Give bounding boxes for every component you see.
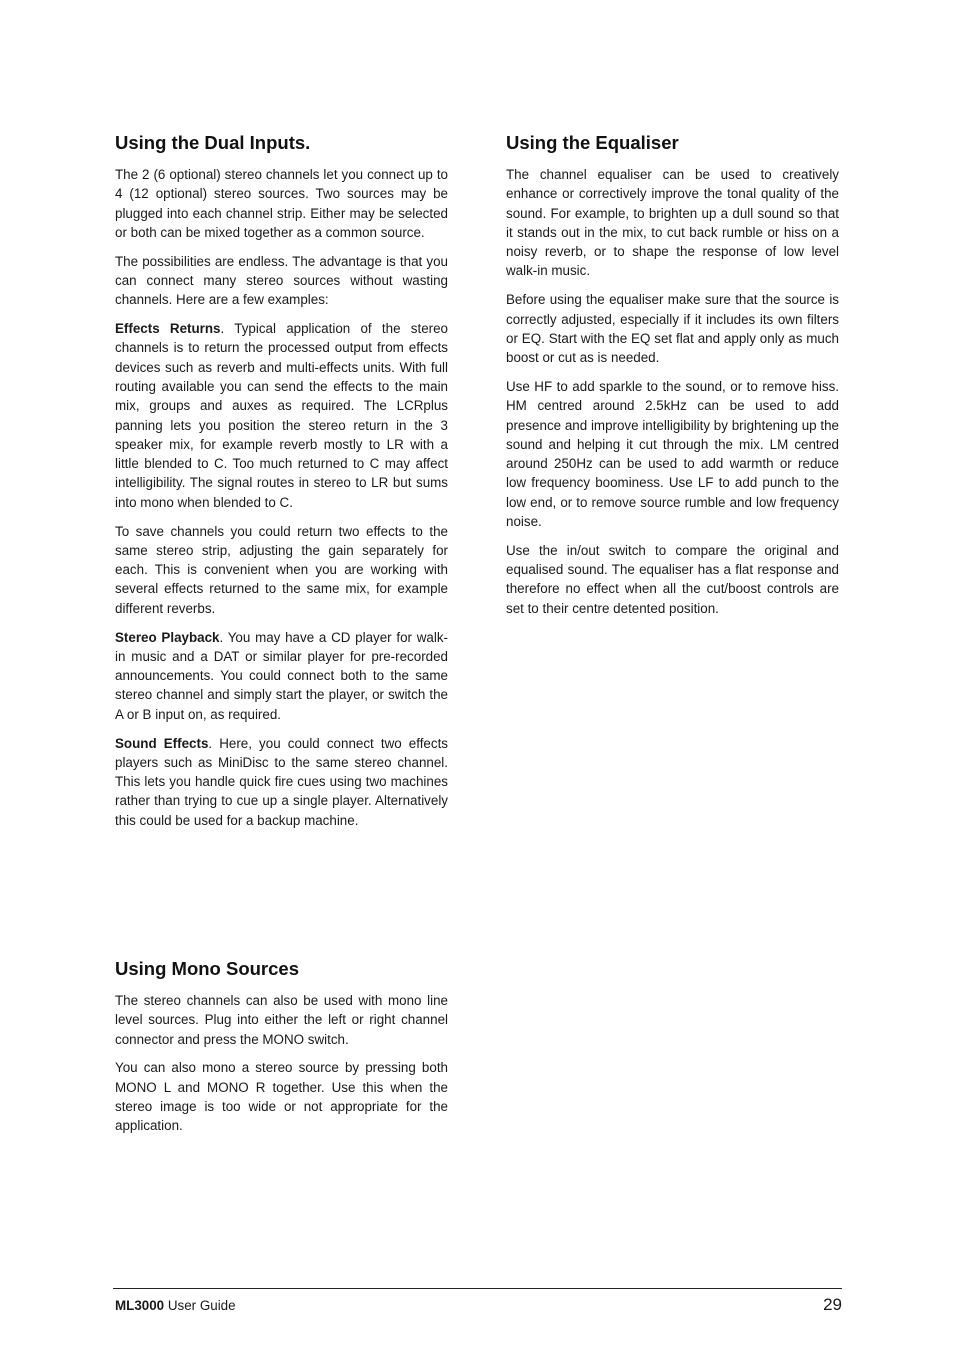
paragraph: Use the in/out switch to compare the original and equalised sound. The equaliser has a flat response and therefore no effect when all the cut/boost controls are set to their centre detented position. [506, 542, 839, 616]
paragraph: The possibilities are endless. The advantage is that you can connect many stereo sources without wasting channels. Here are a few examples: [115, 253, 448, 308]
paragraph-text: . Here, you could connect two effects players such as MiniDisc to the same stereo channel. This lets you handle quick fire cues using two machines rather than trying to cue up a single player. Alternatively this could be used for a backup machine. [115, 735, 448, 828]
section-mono-sources [115, 956, 448, 1145]
paragraph: Before using the equaliser make sure that the source is correctly adjusted, especially if it includes its own filters or EQ. Start with the EQ set flat and apply only as much boost or cut as is needed. [506, 292, 839, 366]
paragraph: The stereo channels can also be used with mono line level sources. Plug into either the left or right channel connector and press the MONO switch. [115, 993, 448, 1047]
footer-divider [113, 1288, 842, 1289]
page-number: 29 [823, 1295, 842, 1314]
heading-mono-sources: Using Mono Sources [115, 958, 299, 979]
paragraph: To save channels you could return two effects to the same stereo strip, adjusting the gain separately for each. This is convenient when you are working with several effects returned to the same mix, for example different reverbs. [115, 523, 448, 616]
lead-sound-effects: Sound Effects [115, 735, 209, 751]
paragraph: The 2 (6 optional) stereo channels let you connect up to 4 (12 optional) stereo sources. Two sources may be plugged into each channel strip. Either may be selected or both can be mixed together as a common source. [115, 167, 448, 240]
paragraph-stereo-playback [115, 628, 448, 724]
paragraph-text: . Typical application of the stereo channels is to return the processed output from effects devices such as reverb and multi-effects units. With full routing available you can send the effects to the main mix, groups and auxes as required. The LCRplus panning lets you position the stereo return in the 3 speaker mix, for example reverb mostly to LR with a little blended to C. Too much returned to C may affect intelligibility. The signal routes in stereo to LR but sums into mono when blended to C. [115, 321, 449, 510]
heading-dual-inputs: Using the Dual Inputs. [115, 132, 311, 153]
section-equaliser [506, 130, 839, 628]
paragraph: Use HF to add sparkle to the sound, or to remove hiss. HM centred around 2.5kHz can be used to add presence and improve intelligibility by brightening up the sound and helping it cut through the mix. LM centred around 250Hz can be used to add warmth or reduce low frequency boominess. Use LF to add punch to the low end, or to remove source rumble and low frequency noise. [506, 378, 839, 530]
paragraph-sound-effects [115, 734, 448, 830]
paragraph: You can also mono a stereo source by pressing both MONO L and MONO R together. Use this when the stereo image is too wide or not appropriate for the application. [115, 1060, 448, 1134]
paragraph-text: . You may have a CD player for walk-in music and a DAT or similar player for pre-recorded announcements. You could connect both to the same stereo channel and simply start the player, or switch the A or B input on, as required. [115, 629, 448, 722]
footer-guide: User Guide [164, 1298, 236, 1313]
section-dual-inputs [115, 130, 448, 840]
lead-stereo-playback: Stereo Playback [115, 629, 220, 645]
paragraph: The channel equaliser can be used to creatively enhance or correctively improve the tonal quality of the sound. For example, to brighten up a dull sound so that it stands out in the mix, to cut back rumble or hiss on a noisy reverb, or to shape the response of low level walk-in music. [506, 167, 839, 279]
lead-effects-returns: Effects Returns [115, 321, 221, 337]
footer-title [115, 1297, 236, 1315]
heading-equaliser: Using the Equaliser [506, 132, 679, 153]
paragraph-effects-returns [115, 319, 448, 512]
footer-product: ML3000 [115, 1298, 165, 1313]
